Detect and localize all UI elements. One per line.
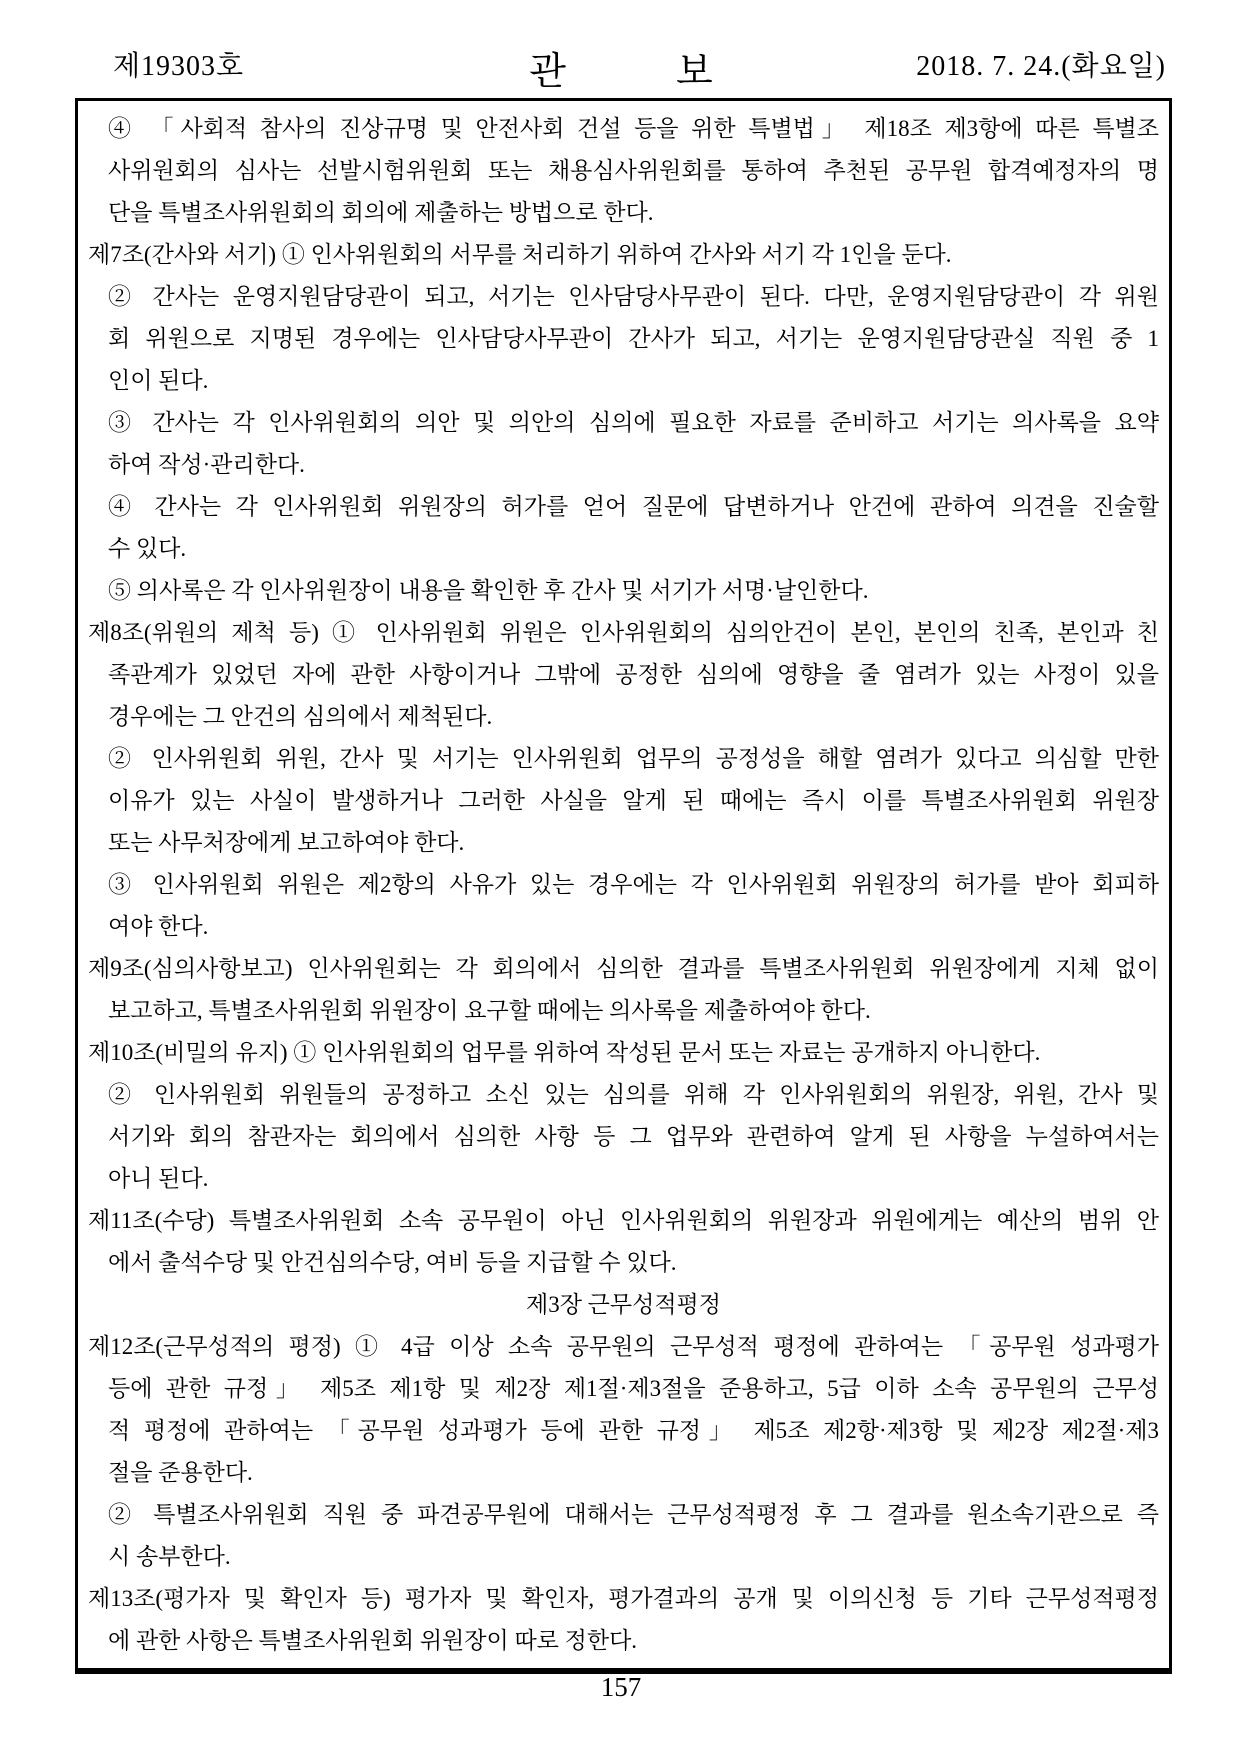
document-line: 경우에는 그 안건의 심의에서 제척된다. — [108, 704, 493, 729]
document-line: 회 위원으로 지명된 경우에는 인사담당사무관이 간사가 되고, 서기는 운영지원담당관실 직원 중 1 — [108, 326, 1159, 351]
document-line: 제8조(위원의 제척 등) ① 인사위원회 위원은 인사위원회의 심의안건이 본인, 본인의 친족, 본인과 친 — [88, 620, 1159, 645]
document-line: 또는 사무처장에게 보고하여야 한다. — [108, 830, 465, 855]
document-line: 제11조(수당) 특별조사위원회 소속 공무원이 아닌 인사위원회의 위원장과 위원에게는 예산의 범위 안 — [88, 1208, 1159, 1233]
gazette-header — [75, 44, 1172, 94]
document-line: ④ 「사회적 참사의 진상규명 및 안전사회 건설 등을 위한 특별법」 제18조 제3항에 따른 특별조 — [108, 116, 1159, 141]
document-line: ③ 인사위원회 위원은 제2항의 사유가 있는 경우에는 각 인사위원회 위원장의 허가를 받아 회피하 — [108, 872, 1159, 897]
document-line: ② 간사는 운영지원담당관이 되고, 서기는 인사담당사무관이 된다. 다만, 운영지원담당관이 각 위원 — [108, 284, 1159, 309]
document-body — [75, 98, 1172, 1674]
document-line: ② 인사위원회 위원들의 공정하고 소신 있는 심의를 위해 각 인사위원회의 위원장, 위원, 간사 및 — [108, 1082, 1159, 1107]
document-line: 제7조(간사와 서기) ① 인사위원회의 서무를 처리하기 위하여 간사와 서기 각 1인을 둔다. — [88, 242, 952, 267]
document-line: 에 관한 사항은 특별조사위원회 위원장이 따로 정한다. — [108, 1628, 638, 1653]
document-line: ④ 간사는 각 인사위원회 위원장의 허가를 얻어 질문에 답변하거나 안건에 관하여 의견을 진술할 — [108, 494, 1159, 519]
page-number: 157 — [600, 1672, 642, 1702]
document-line: 제10조(비밀의 유지) ① 인사위원회의 업무를 위하여 작성된 문서 또는 자료는 공개하지 아니한다. — [88, 1040, 1041, 1065]
document-line: 사위원회의 심사는 선발시험위원회 또는 채용심사위원회를 통하여 추천된 공무원 합격예정자의 명 — [108, 158, 1159, 183]
document-line: 절을 준용한다. — [108, 1460, 253, 1485]
document-line: 여야 한다. — [108, 914, 209, 939]
document-line: ⑤ 의사록은 각 인사위원장이 내용을 확인한 후 간사 및 서기가 서명·날인한다. — [108, 578, 869, 603]
document-line: 단을 특별조사위원회의 회의에 제출하는 방법으로 한다. — [108, 200, 654, 225]
masthead-title-left: 관 — [529, 51, 566, 93]
document-line: 아니 된다. — [108, 1166, 209, 1191]
document-line: 수 있다. — [108, 536, 187, 561]
document-line: 족관계가 있었던 자에 관한 사항이거나 그밖에 공정한 심의에 영향을 줄 염려가 있는 사정이 있을 — [108, 662, 1159, 687]
document-line: 제9조(심의사항보고) 인사위원회는 각 회의에서 심의한 결과를 특별조사위원회 위원장에게 지체 없이 — [88, 956, 1159, 981]
document-line: 이유가 있는 사실이 발생하거나 그러한 사실을 알게 된 때에는 즉시 이를 특별조사위원회 위원장 — [108, 788, 1159, 813]
issue-number: 제19303호 — [113, 51, 245, 82]
document-line: 제13조(평가자 및 확인자 등) 평가자 및 확인자, 평가결과의 공개 및 이의신청 등 기타 근무성적평정 — [88, 1586, 1159, 1611]
document-line: 서기와 회의 참관자는 회의에서 심의한 사항 등 그 업무와 관련하여 알게 된 사항을 누설하여서는 — [108, 1124, 1159, 1149]
document-line: 제12조(근무성적의 평정) ① 4급 이상 소속 공무원의 근무성적 평정에 관하여는 「공무원 성과평가 — [88, 1334, 1159, 1359]
document-line: 제3장 근무성적평정 — [526, 1292, 721, 1317]
masthead-title-right: 보 — [676, 51, 713, 93]
document-line: 등에 관한 규정」 제5조 제1항 및 제2장 제1절·제3절을 준용하고, 5급 이하 소속 공무원의 근무성 — [108, 1376, 1159, 1401]
document-line: 하여 작성·관리한다. — [108, 452, 305, 477]
document-line: 시 송부한다. — [108, 1544, 231, 1569]
document-line: ② 인사위원회 위원, 간사 및 서기는 인사위원회 업무의 공정성을 해할 염려가 있다고 의심할 만한 — [108, 746, 1159, 771]
document-line: ② 특별조사위원회 직원 중 파견공무원에 대해서는 근무성적평정 후 그 결과를 원소속기관으로 즉 — [108, 1502, 1159, 1527]
document-line: ③ 간사는 각 인사위원회의 의안 및 의안의 심의에 필요한 자료를 준비하고 서기는 의사록을 요약 — [108, 410, 1159, 435]
document-line: 보고하고, 특별조사위원회 위원장이 요구할 때에는 의사록을 제출하여야 한다. — [108, 998, 871, 1023]
issue-date: 2018. 7. 24.(화요일) — [916, 51, 1166, 82]
document-line: 에서 출석수당 및 안건심의수당, 여비 등을 지급할 수 있다. — [108, 1250, 677, 1275]
document-line: 적 평정에 관하여는 「공무원 성과평가 등에 관한 규정」 제5조 제2항·제3항 및 제2장 제2절·제3 — [108, 1418, 1159, 1443]
document-line: 인이 된다. — [108, 368, 209, 393]
